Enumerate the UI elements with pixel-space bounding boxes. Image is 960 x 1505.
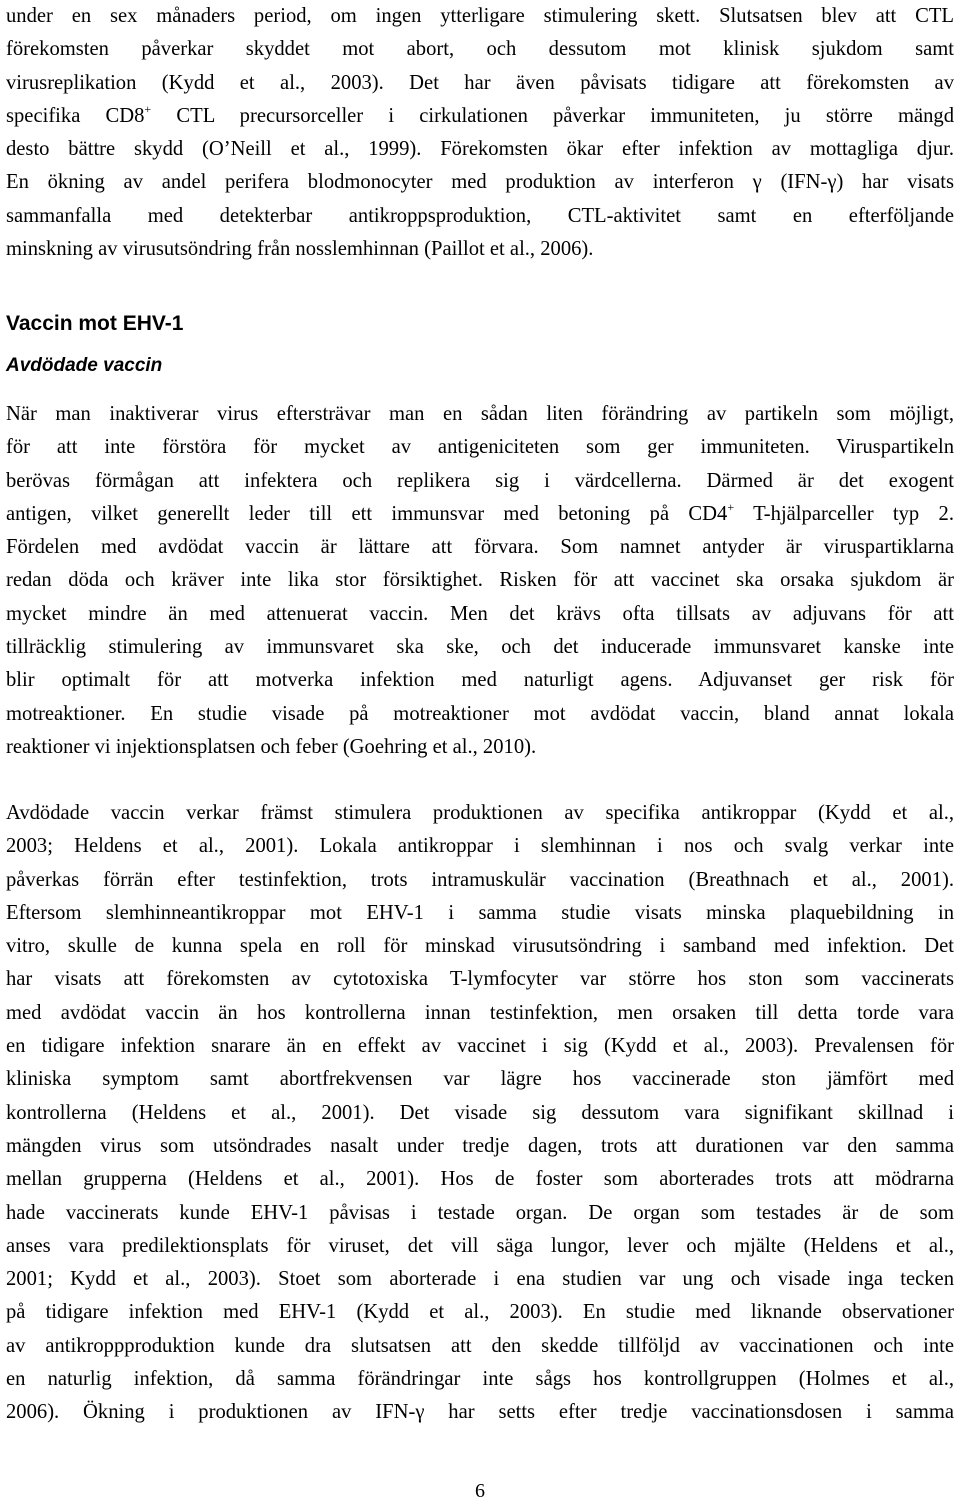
text-line: vitro, skulle de kunna spela en roll för minskad virusutsöndring i samband med infektion. Det [6,935,954,958]
text-line: Eftersom slemhinneantikroppar mot EHV-1 i samma studie visats minska plaquebildning in [6,901,954,924]
text-line: under en sex månaders period, om ingen ytterligare stimulering skett. Slutsatsen blev att CTL [6,5,954,27]
text-line: mängden virus som utsöndrades nasalt under tredje dagen, trots att durationen var den samma [6,1134,954,1157]
text-line: en naturlig infektion, då samma förändringar inte sågs hos kontrollgruppen (Holmes et al., [6,1368,954,1391]
paragraph-inactivated-vaccine [6,398,954,764]
text-line: tillräcklig stimulering av immunsvaret ska ske, och det inducerade immunsvaret kanske inte [6,636,954,659]
text-line: berövas förmågan att infektera och replikera sig i värdcellerna. Därmed är det exogent [6,469,954,492]
page-number: 6 [475,1480,485,1502]
text-line: Avdödade vaccin verkar främst stimulera produktionen av specifika antikroppar (Kydd et al., [6,802,954,824]
paragraph-antibodies [6,797,954,1430]
text-line: har visats att förekomsten av cytotoxiska T-lymfocyter var större hos ston som vaccinerats [6,968,954,991]
text-line: för att inte förstöra för mycket av antigeniciteten som ger immuniteten. Viruspartikeln [6,436,954,459]
section-heading: Vaccin mot EHV-1 [6,312,184,335]
text-line: 2003; Heldens et al., 2001). Lokala antikroppar i slemhinnan i nos och svalg verkar inte [6,835,954,858]
text-line: minskning av virusutsöndring från nosslemhinnan (Paillot et al., 2006). [6,238,594,261]
text-line: virusreplikation (Kydd et al., 2003). Det har även påvisats tidigare att förekomsten av [6,71,954,94]
text-line: reaktioner vi injektionsplatsen och feber (Goehring et al., 2010). [6,735,537,758]
text-line: När man inaktiverar virus eftersträvar man en sådan liten förändring av partikeln som möjligt, [6,403,954,425]
text-line: förekomsten påverkar skyddet mot abort, och dessutom mot klinisk sjukdom samt [6,38,954,61]
text-line: sammanfalla med detekterbar antikroppsproduktion, CTL-aktivitet samt en efterföljande [6,204,954,227]
text-line: antigen, vilket generellt leder till ett immunsvar med betoning på CD4+ T-hjälparceller typ 2. [6,499,955,525]
text-line: hade vaccinerats kunde EHV-1 påvisas i testade organ. De organ som testades är de som [6,1201,954,1224]
text-line: mellan grupperna (Heldens et al., 2001). Hos de foster som aborterades trots att mödrarna [6,1168,954,1191]
paragraph-intro [6,0,954,266]
text-line: Fördelen med avdödat vaccin är lättare att förvara. Som namnet antyder är viruspartiklarna [6,536,954,559]
superscript: + [727,499,735,514]
text-line: påverkas förrän efter testinfektion, trots intramuskulär vaccination (Breathnach et al., 2001). [6,868,954,891]
superscript: + [144,101,152,116]
text-line: blir optimalt för att motverka infektion med naturligt agens. Adjuvanset ger risk för [6,669,954,692]
text-line: anses vara predilektionsplats för viruset, det vill säga lungor, lever och mjälte (Heldens et al., [6,1234,954,1257]
section-subheading: Avdödade vaccin [6,355,163,376]
text-line: 2001; Kydd et al., 2003). Stoet som aborterade i ena studien var ung och visade inga tecken [6,1268,954,1291]
text-line: specifika CD8+ CTL precursorceller i cirkulationen påverkar immuniteten, ju större mängd [6,101,954,127]
text-line: av antikroppproduktion kunde dra slutsatsen att den skedde tillföljd av vaccinationen och inte [6,1334,954,1357]
text-line: kontrollerna (Heldens et al., 2001). Det visade sig dessutom vara signifikant skillnad i [6,1101,954,1124]
text-line: en tidigare infektion snarare än en effekt av vaccinet i sig (Kydd et al., 2003). Prevalensen för [6,1035,954,1058]
text-line: desto bättre skydd (O’Neill et al., 1999). Förekomsten ökar efter infektion av mottagliga djur. [6,138,954,161]
text-line: 2006). Ökning i produktionen av IFN-γ har setts efter tredje vaccinationsdosen i samma [6,1401,954,1424]
text-line: mycket mindre än med attenuerat vaccin. Men det krävs ofta tillsats av adjuvans för att [6,602,954,625]
text-line: redan döda och kräver inte lika stor försiktighet. Risken för att vaccinet ska orsaka sjukdom är [6,569,954,592]
text-line: med avdödat vaccin än hos kontrollerna innan testinfektion, men orsaken till detta torde vara [6,1001,954,1024]
text-line: motreaktioner. En studie visade på motreaktioner mot avdödat vaccin, bland annat lokala [6,702,954,725]
text-line: kliniska symptom samt abortfrekvensen var lägre hos vaccinerade ston jämfört med [6,1068,954,1091]
text-line: En ökning av andel perifera blodmonocyter med produktion av interferon γ (IFN-γ) har visats [6,171,954,194]
text-line: på tidigare infektion med EHV-1 (Kydd et al., 2003). En studie med liknande observationer [6,1301,954,1324]
